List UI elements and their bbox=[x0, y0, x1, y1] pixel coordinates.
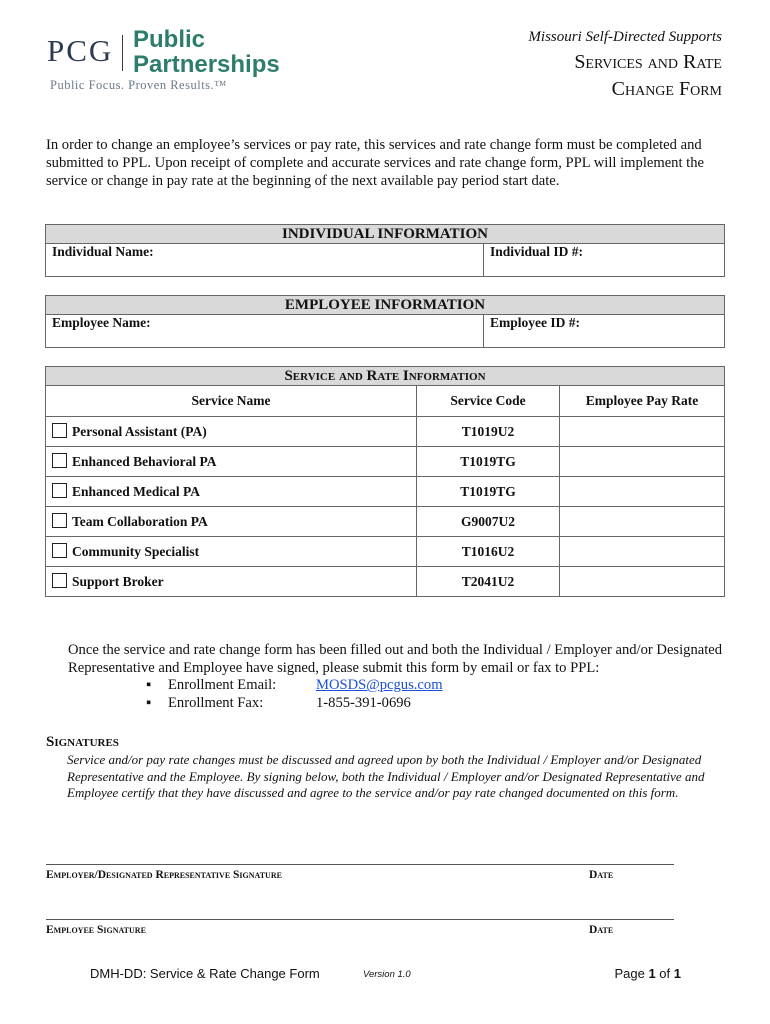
col-service-code: Service Code bbox=[417, 386, 560, 417]
service-name: Team Collaboration PA bbox=[72, 514, 208, 529]
contact-list bbox=[146, 676, 443, 712]
employee-id-label: Employee ID #: bbox=[490, 315, 580, 330]
pay-rate-field[interactable] bbox=[560, 477, 725, 507]
intro-paragraph: In order to change an employee’s services or pay rate, this services and rate change form must be completed and submitted to PPL. Upon receipt of complete and accurate services and rate change form, PPL will implement the service or change in pay rate at the beginning of the next available pay period start date. bbox=[46, 137, 705, 189]
employee-name-field[interactable] bbox=[46, 315, 484, 348]
pay-rate-field[interactable] bbox=[560, 447, 725, 477]
form-title-line1: Services and Rate bbox=[574, 51, 722, 73]
table-row bbox=[46, 507, 725, 537]
employee-info-table bbox=[45, 295, 725, 348]
footer-page-number bbox=[614, 966, 681, 981]
email-label: Enrollment Email: bbox=[168, 677, 277, 693]
bullet-icon: ▪ bbox=[146, 695, 152, 711]
service-code: T1019TG bbox=[417, 447, 560, 477]
employee-info-heading: EMPLOYEE INFORMATION bbox=[46, 296, 725, 315]
col-service-name: Service Name bbox=[46, 386, 417, 417]
employee-date-label: Date bbox=[589, 924, 614, 936]
employer-signature-line[interactable] bbox=[46, 864, 674, 865]
logo-pcg: PCG bbox=[47, 33, 114, 68]
service-code: T1019TG bbox=[417, 477, 560, 507]
logo-line1: Public bbox=[133, 26, 206, 53]
individual-name-field[interactable] bbox=[46, 244, 484, 277]
service-name-cell bbox=[46, 447, 417, 477]
service-checkbox[interactable] bbox=[52, 573, 67, 588]
footer-version: Version 1.0 bbox=[363, 969, 411, 980]
service-name: Community Specialist bbox=[72, 544, 200, 559]
fax-number: 1-855-391-0696 bbox=[316, 695, 411, 711]
service-code: T1019U2 bbox=[417, 417, 560, 447]
table-row bbox=[46, 417, 725, 447]
logo-tagline: Public Focus. Proven Results.™ bbox=[50, 78, 227, 92]
employee-id-field[interactable] bbox=[484, 315, 725, 348]
service-rate-table bbox=[45, 366, 725, 597]
logo-separator bbox=[122, 35, 123, 71]
employee-signature-line[interactable] bbox=[46, 919, 674, 920]
pay-rate-field[interactable] bbox=[560, 507, 725, 537]
service-checkbox[interactable] bbox=[52, 453, 67, 468]
service-checkbox[interactable] bbox=[52, 483, 67, 498]
service-name: Enhanced Behavioral PA bbox=[72, 454, 217, 469]
service-code: T1016U2 bbox=[417, 537, 560, 567]
page-of: of bbox=[655, 966, 674, 981]
page-current: 1 bbox=[648, 966, 656, 981]
logo-line2: Partnerships bbox=[133, 51, 280, 78]
service-name-cell bbox=[46, 537, 417, 567]
individual-info-table bbox=[45, 224, 725, 277]
col-pay-rate: Employee Pay Rate bbox=[560, 386, 725, 417]
email-link[interactable]: MOSDS@pcgus.com bbox=[316, 677, 443, 693]
service-rate-heading: Service and Rate Information bbox=[46, 367, 725, 386]
list-item bbox=[146, 694, 443, 712]
page-prefix: Page bbox=[614, 966, 649, 981]
service-name-cell bbox=[46, 417, 417, 447]
service-checkbox[interactable] bbox=[52, 423, 67, 438]
service-name: Enhanced Medical PA bbox=[72, 484, 200, 499]
bullet-icon: ▪ bbox=[146, 677, 152, 693]
pay-rate-field[interactable] bbox=[560, 567, 725, 597]
form-title-line2: Change Form bbox=[611, 78, 722, 100]
signatures-text: Service and/or pay rate changes must be discussed and agreed upon by both the Individual / Employer and/or Designated Representative and the Employee. By signing below, both the Individual / Employer and/or Designated Representative and Employee certify that they have discussed and agree to the service and/or pay rate changed documented on this form. bbox=[67, 752, 705, 800]
table-row bbox=[46, 477, 725, 507]
employer-date-label: Date bbox=[589, 869, 614, 881]
service-checkbox[interactable] bbox=[52, 513, 67, 528]
submit-instructions: Once the service and rate change form has been filled out and both the Individual / Employer and/or Designated Representative and Employee have signed, please submit this form by email or fax to PPL: bbox=[68, 642, 723, 676]
employer-signature-label: Employer/Designated Representative Signature bbox=[46, 869, 282, 881]
service-name-cell bbox=[46, 567, 417, 597]
fax-label: Enrollment Fax: bbox=[168, 695, 264, 711]
employee-signature-label: Employee Signature bbox=[46, 924, 146, 936]
service-code: T2041U2 bbox=[417, 567, 560, 597]
table-row bbox=[46, 537, 725, 567]
employee-name-label: Employee Name: bbox=[52, 315, 151, 330]
footer-form-name: DMH-DD: Service & Rate Change Form bbox=[90, 966, 320, 981]
signatures-heading: Signatures bbox=[46, 734, 119, 750]
service-name: Personal Assistant (PA) bbox=[72, 424, 207, 439]
individual-id-field[interactable] bbox=[484, 244, 725, 277]
list-item bbox=[146, 676, 443, 694]
pay-rate-field[interactable] bbox=[560, 417, 725, 447]
table-row bbox=[46, 447, 725, 477]
logo-wordmark bbox=[133, 27, 280, 77]
service-name-cell bbox=[46, 477, 417, 507]
individual-info-heading: INDIVIDUAL INFORMATION bbox=[46, 225, 725, 244]
service-name-cell bbox=[46, 507, 417, 537]
service-code: G9007U2 bbox=[417, 507, 560, 537]
service-name: Support Broker bbox=[72, 574, 164, 589]
service-checkbox[interactable] bbox=[52, 543, 67, 558]
header-subtitle: Missouri Self-Directed Supports bbox=[528, 29, 722, 45]
pay-rate-field[interactable] bbox=[560, 537, 725, 567]
individual-name-label: Individual Name: bbox=[52, 244, 154, 259]
form-title bbox=[574, 49, 722, 103]
individual-id-label: Individual ID #: bbox=[490, 244, 584, 259]
page-total: 1 bbox=[673, 966, 681, 981]
table-row bbox=[46, 567, 725, 597]
